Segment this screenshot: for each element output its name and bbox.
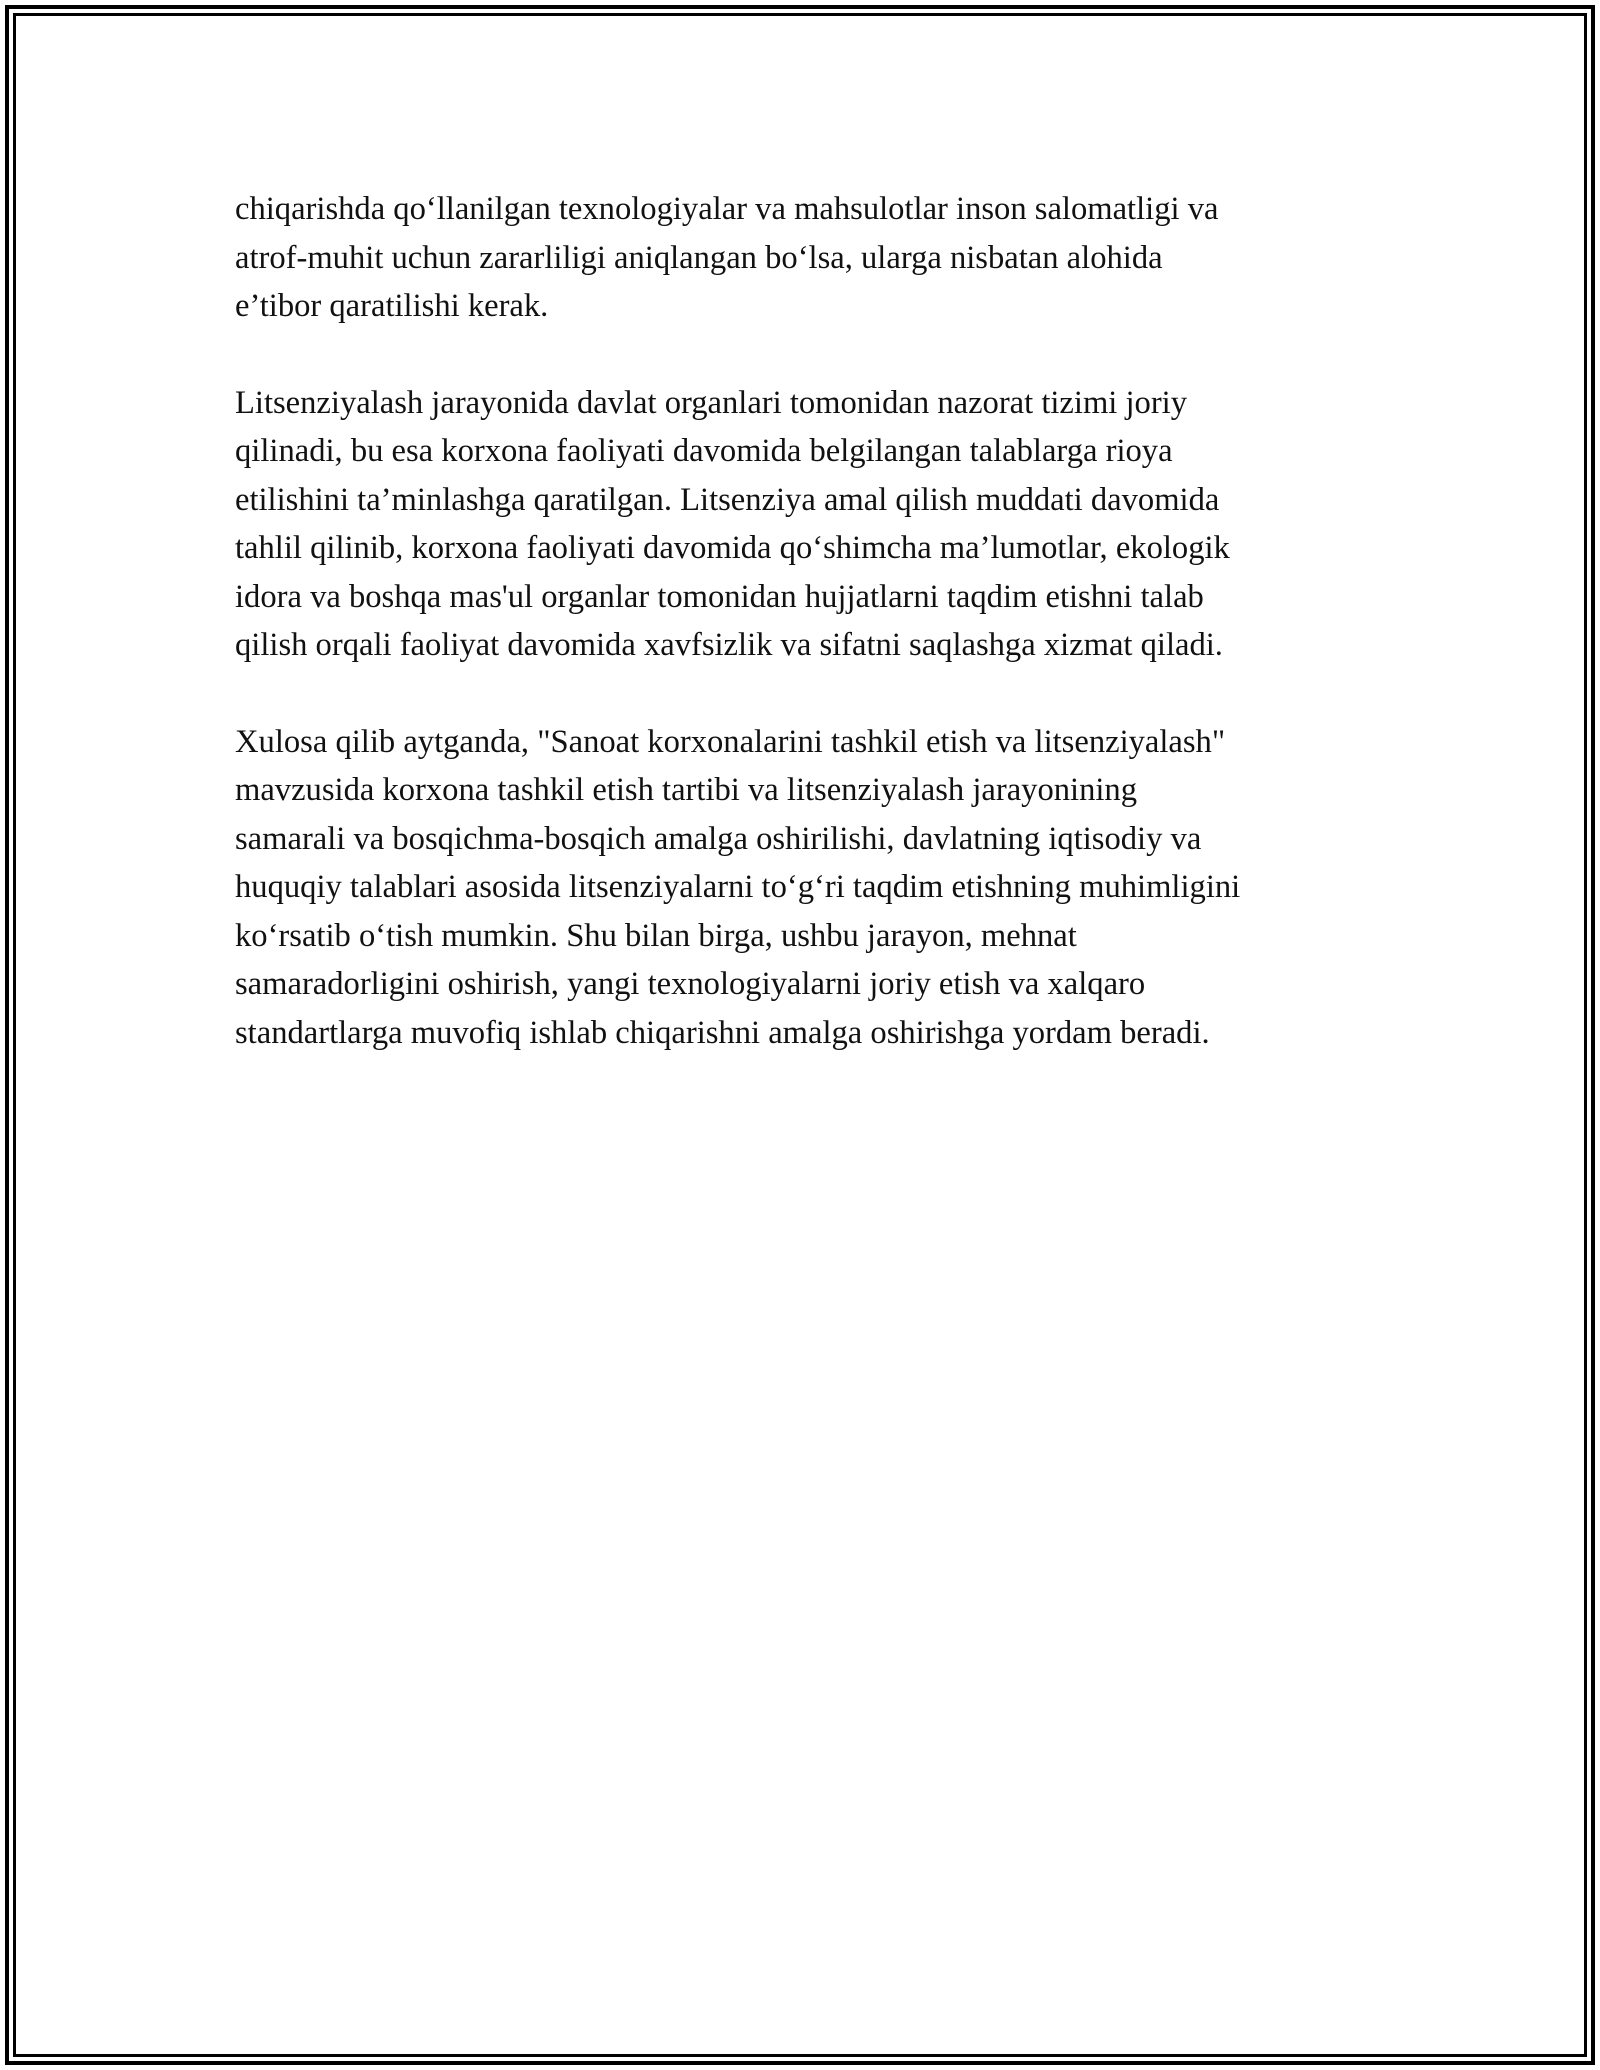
text-line: huquqiy talablari asosida litsenziyalarni to‘g‘ri taqdim etishning muhimligini	[235, 869, 1241, 905]
paragraph-1	[235, 185, 1385, 331]
text-line: mavzusida korxona tashkil etish tartibi va litsenziyalash jarayonining	[235, 772, 1138, 808]
text-line: e’tibor qaratilishi kerak.	[235, 288, 549, 324]
paragraph-3	[235, 718, 1385, 1058]
document-body	[235, 185, 1385, 1105]
paragraph-2	[235, 379, 1385, 670]
text-line: ko‘rsatib o‘tish mumkin. Shu bilan birga, ushbu jarayon, mehnat	[235, 917, 1077, 954]
text-line: Litsenziyalash jarayonida davlat organlari tomonidan nazorat tizimi joriy	[235, 384, 1188, 421]
text-line: Xulosa qilib aytganda, "Sanoat korxonalarini tashkil etish va litsenziyalash"	[235, 723, 1226, 760]
text-line: atrof-muhit uchun zararliligi aniqlangan bo‘lsa, ularga nisbatan alohida	[235, 239, 1163, 276]
text-line: samaradorligini oshirish, yangi texnologiyalarni joriy etish va xalqaro	[235, 966, 1146, 1002]
text-line: qilinadi, bu esa korxona faoliyati davomida belgilangan talablarga rioya	[235, 433, 1173, 469]
text-line: standartlarga muvofiq ishlab chiqarishni amalga oshirishga yordam beradi.	[235, 1014, 1210, 1051]
text-line: etilishini ta’minlashga qaratilgan. Litsenziya amal qilish muddati davomida	[235, 481, 1220, 518]
text-line: idora va boshqa mas'ul organlar tomonidan hujjatlarni taqdim etishni talab	[235, 578, 1204, 615]
text-line: chiqarishda qo‘llanilgan texnologiyalar va mahsulotlar inson salomatligi va	[235, 191, 1219, 227]
text-line: qilish orqali faoliyat davomida xavfsizlik va sifatni saqlashga xizmat qiladi.	[235, 627, 1223, 663]
text-line: samarali va bosqichma-bosqich amalga oshirilishi, davlatning iqtisodiy va	[235, 820, 1202, 857]
text-line: tahlil qilinib, korxona faoliyati davomida qo‘shimcha ma’lumotlar, ekologik	[235, 530, 1230, 566]
